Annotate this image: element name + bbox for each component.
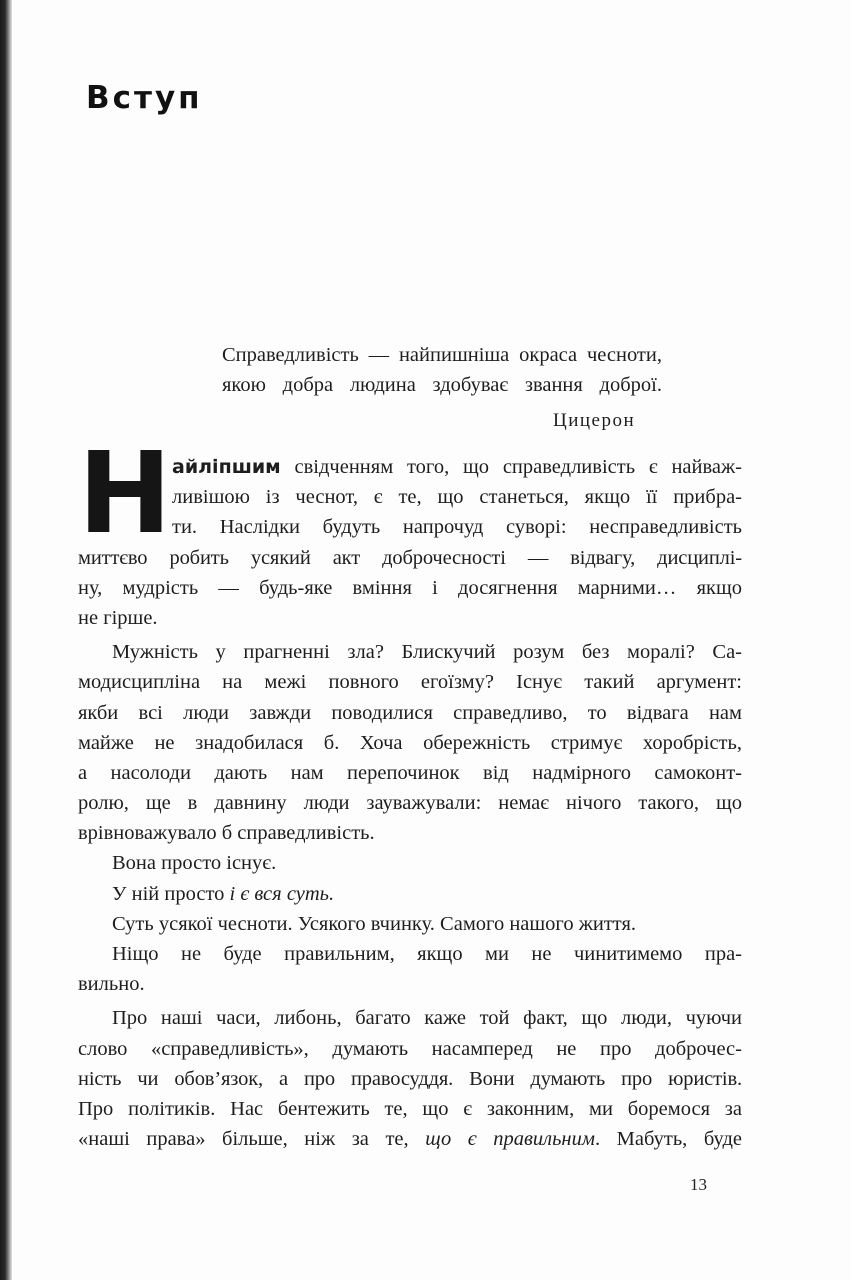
page-number: 13 — [690, 1175, 707, 1194]
epigraph-author: Цицерон — [553, 410, 636, 431]
body-line: модисципліна на межі повного егоїзму? Існує такий аргумент: — [78, 671, 742, 694]
body-line-text: свідченням того, що справедливість є найваж- — [280, 456, 742, 478]
body-line-text: У ній просто — [112, 882, 230, 905]
body-line: а насолоди дають нам перепочинок від надмірного самоконт- — [78, 761, 742, 784]
body-line: вильно. — [78, 973, 145, 996]
chapter-title: Вступ — [86, 80, 203, 116]
epigraph — [222, 340, 662, 400]
body-line-text: . Мабуть, буде — [594, 1128, 742, 1151]
body-line: ти. Наслідки будуть напрочуд суворі: несправедливість — [172, 516, 742, 539]
body-line: миттєво робить усякий акт доброчесності — відвагу, дисциплі- — [78, 546, 742, 569]
body-line: ливішою із чеснот, є те, що станеться, якщо її прибра- — [172, 486, 742, 509]
body-line — [78, 879, 742, 909]
body-line — [78, 452, 742, 482]
body-line: Про політиків. Нас бентежить те, що є законним, ми боремося за — [78, 1097, 742, 1120]
body-line: майже не знадобилася б. Хоча обережність стримує хоробрість, — [78, 731, 742, 754]
lead-in-word: айліпшим — [172, 456, 281, 478]
body-line: слово «справедливість», думають насамперед не про доброчес- — [78, 1037, 742, 1060]
body-line: Ніщо не буде правильним, якщо ми не чинитимемо пра- — [112, 943, 742, 965]
epigraph-line: якою добра людина здобуває звання доброї. — [222, 374, 662, 397]
body-line-text: «наші права» більше, ніж за те, — [78, 1128, 426, 1151]
body-line: ролю, ще в давнину люди зауважували: немає нічого такого, що — [78, 792, 742, 815]
body-line: не гірше. — [78, 606, 158, 629]
page-binding-edge — [0, 0, 12, 1280]
body-line: Суть усякої чесноти. Усякого вчинку. Самого нашого життя. — [112, 912, 637, 935]
body-text — [78, 429, 742, 1154]
body-line: Мужність у прагненні зла? Блискучий розум без моралі? Са- — [112, 641, 742, 664]
body-line: ність чи обов’язок, а про правосуддя. Вони думають про юристів. — [78, 1067, 742, 1090]
body-line — [78, 1124, 742, 1154]
body-line: Вона просто існує. — [112, 852, 277, 875]
emphasis-text: і є вся суть. — [229, 882, 335, 905]
emphasis-text: що є правильним — [425, 1128, 595, 1151]
body-line: Про наші часи, либонь, багато каже той факт, що люди, чуючи — [112, 1007, 742, 1030]
epigraph-line: Справедливість — найпишніша окраса чесноти, — [222, 344, 662, 366]
body-line: врівноважувало б справедливість. — [78, 822, 375, 845]
body-line: ну, мудрість — будь-яке вміння і досягнення марними… якщо — [78, 576, 742, 599]
body-line: якби всі люди завжди поводилися справедливо, то відвага нам — [78, 701, 742, 724]
drop-cap: Н — [78, 429, 172, 559]
